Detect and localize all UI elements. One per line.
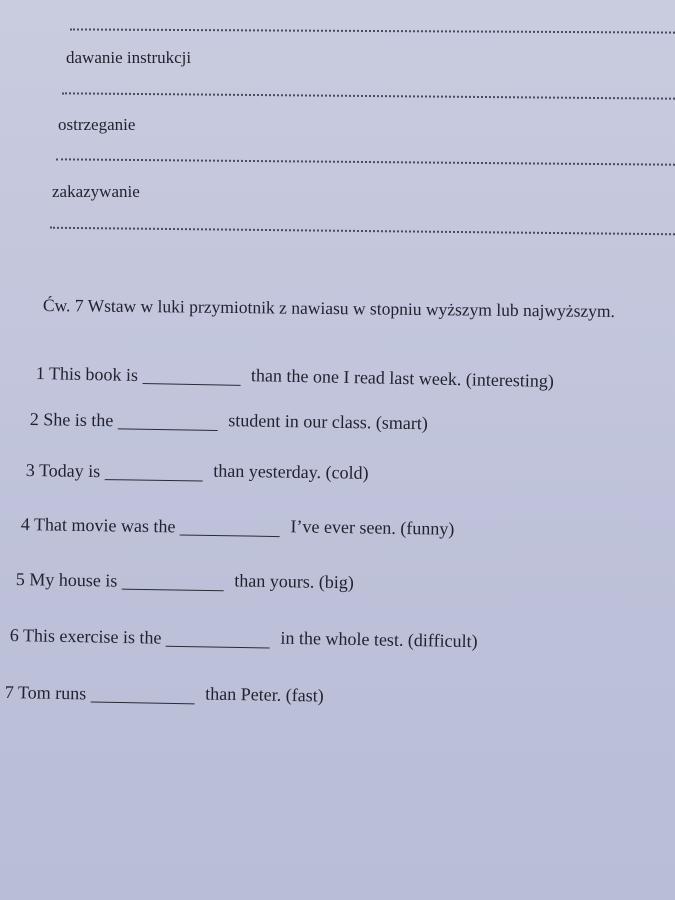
answer-blank <box>166 632 270 649</box>
answer-line-3 <box>56 158 675 165</box>
phrase-label-giving-instructions: dawanie instrukcji <box>66 48 192 67</box>
exercise-item-1 <box>36 363 554 394</box>
exercise-item-6 <box>10 625 478 654</box>
exercise-item-3 <box>26 460 369 486</box>
answer-blank <box>122 575 224 592</box>
phrase-label-warning: ostrzeganie <box>58 115 136 134</box>
item-text-before: 4 That movie was the <box>20 514 176 537</box>
item-text-after: than the one I read last week. (interesting) <box>250 365 555 391</box>
phrase-label-forbidding: zakazywanie <box>52 182 140 201</box>
exercise-item-5 <box>16 569 354 595</box>
item-text-after: than yours. (big) <box>234 570 354 593</box>
item-text-after: than Peter. (fast) <box>205 683 324 706</box>
item-text-before: 7 Tom runs <box>4 682 87 704</box>
item-text-before: 5 My house is <box>15 569 118 591</box>
item-text-before: 3 Today is <box>25 460 101 482</box>
answer-blank <box>118 414 218 431</box>
answer-blank <box>180 520 280 537</box>
item-text-after: than yesterday. (cold) <box>213 460 369 483</box>
exercise-item-2 <box>30 409 428 436</box>
item-text-after: I’ve ever seen. (funny) <box>290 516 455 539</box>
item-text-after: student in our class. (smart) <box>228 410 428 434</box>
item-text-after: in the whole test. (difficult) <box>280 627 478 652</box>
answer-blank <box>105 465 203 481</box>
exercise-heading: Ćw. 7 Wstaw w luki przymiotnik z nawiasu w stopniu wyższym lub najwyższym. <box>42 295 616 321</box>
exercise-item-7 <box>5 682 324 709</box>
answer-line-1 <box>70 28 675 33</box>
answer-line-2 <box>62 92 675 99</box>
item-text-before: 2 She is the <box>29 409 114 431</box>
answer-blank <box>91 687 195 704</box>
item-text-before: 1 This book is <box>35 363 139 385</box>
answer-line-4 <box>50 227 675 236</box>
answer-blank <box>142 369 240 386</box>
item-text-before: 6 This exercise is the <box>9 625 162 648</box>
exercise-item-4 <box>21 514 455 542</box>
